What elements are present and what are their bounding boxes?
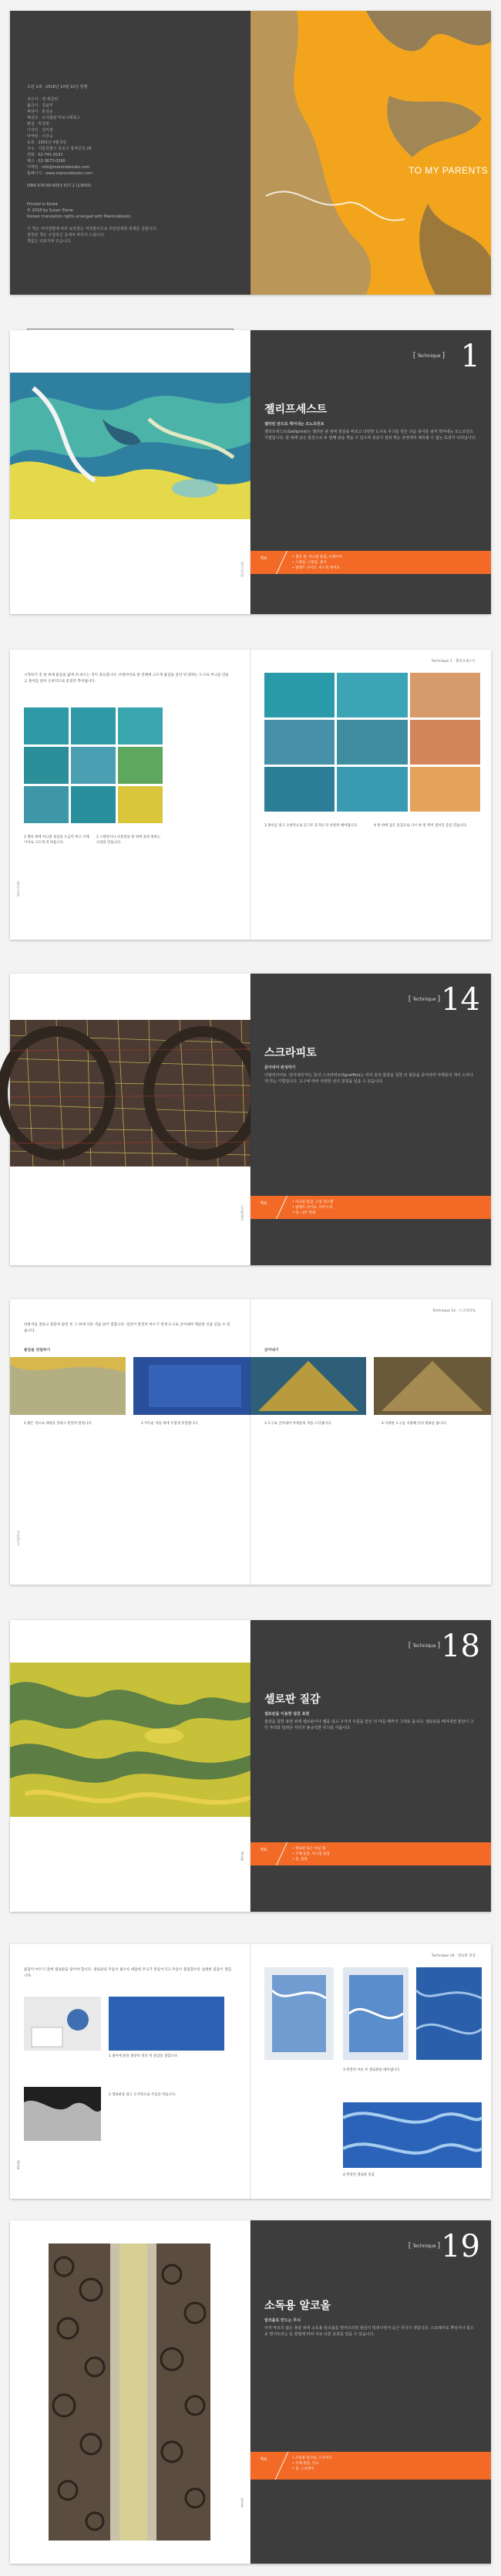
step-photo (24, 786, 69, 823)
technique-number: 14 (441, 982, 480, 1018)
chapter-title: 젤리프세스트 (264, 403, 328, 416)
imprint-line: Korean translation rights arranged with Maroniebooks (27, 214, 131, 219)
step-photo (337, 720, 407, 765)
running-header: Technique 1 · 젤리프세스트 (431, 660, 476, 663)
step-caption: 4 판 위에 남은 물감으로 다시 한 번 찍어 겹쳐진 층을 만듭니다. (374, 824, 468, 828)
chapter-text-page (250, 2220, 491, 2564)
process-spread-1 (10, 650, 491, 940)
chapter-title: 소독용 알코올 (264, 2300, 331, 2312)
step-photo (264, 673, 335, 717)
imprint-line: 옮긴이 · 김윤미 (27, 103, 53, 108)
imprint-line: 이메일 · info@maroniebooks.com (27, 165, 90, 170)
chapter-spread-1 (10, 330, 491, 614)
imprint-line: 주소 · 서울특별시 종로구 창덕궁길 29 (27, 147, 92, 151)
imprint-line: © 2018 by Susan Stone (27, 208, 73, 213)
step-caption: 4 다양한 도구를 사용해 선의 변화를 줍니다. (382, 1422, 447, 1426)
process-spread-18 (10, 1944, 491, 2199)
chapter-text-page (250, 974, 491, 1265)
materials-bar: 재료 • 소독용 알코올, 스포이트 • 수채 물감, 잉크 • 붓, 스프레이 (250, 2452, 491, 2480)
step-photo (71, 747, 116, 784)
process-page-right (250, 1299, 491, 1585)
step-photo (118, 747, 163, 784)
process-page-left (10, 1299, 250, 1585)
step-caption: 3 종이를 덮고 손바닥으로 골고루 문지른 뒤 천천히 떼어냅니다. (264, 824, 358, 828)
step-caption: 1 밝은 색으로 바탕을 칠하고 완전히 말립니다. (24, 1422, 92, 1426)
imprint-line: 잘못된 책은 구입하신 곳에서 바꾸어 드립니다. (27, 233, 106, 238)
imprint-spacer (27, 177, 212, 183)
imprint-line: Printed in Korea (27, 202, 58, 207)
cellophane-artwork (10, 1663, 250, 1817)
technique-tag: [ Technique ] (412, 352, 445, 360)
step-photo (133, 1357, 250, 1415)
step-photo (410, 673, 480, 717)
imprint-spacer (27, 220, 212, 226)
gelli-print-artwork (10, 373, 250, 519)
imprint-spacer (27, 90, 212, 96)
side-tab: 스크라피토 (16, 1531, 20, 1546)
step-caption: 2 셀로판을 덮고 손가락으로 주름을 만듭니다. (109, 2093, 177, 2097)
sgraffito-artwork (10, 1020, 250, 1166)
imprint-line: 이 책은 저작권법에 따라 보호받는 저작물이므로 무단전재와 복제를 금합니다. (27, 227, 157, 231)
technique-number: 1 (460, 339, 480, 374)
chapter-title: 셀로판 질감 (264, 1693, 321, 1706)
imprint-line: 마케팅 · 이진숙 (27, 134, 53, 139)
step-caption: 3 도구로 긁어내어 아래층의 색을 드러냅니다. (264, 1422, 332, 1426)
chapter-body: 아직 마르지 않은 물감 위에 소독용 알코올을 떨어뜨리면 물감이 밀려나면서 둥근 무늬가 생깁니다. 스프레이로 뿌리거나 붓으로 떨어뜨리는 등 방법에 따라 서로 다른 효과를 얻을 수 있습니다. (264, 2326, 474, 2337)
step-photo (264, 720, 335, 765)
step-photo (264, 767, 335, 812)
step-photo-grid (24, 707, 163, 823)
imprint-line: 펴낸이 · 홍성순 (27, 110, 53, 114)
materials-bar: 재료 • 젤리 판, 아크릴 물감, 브레이어 • 스텐실, 나뭇잎, 종이 • 팔레트 나이프, 마스킹 테이프 (250, 551, 491, 574)
technique-number: 19 (441, 2229, 480, 2264)
imprint-line: 지은이 · 앤 세클러 (27, 97, 59, 102)
step-caption: 4 완성된 셀로판 질감 (343, 2173, 375, 2177)
step-caption: 2 스텐실이나 나뭇잎을 판 위에 올려 원하는 모양을 만듭니다. (96, 836, 161, 845)
step-photo (24, 1997, 101, 2051)
process-intro: 바탕색을 칠하고 충분히 말린 후 그 위에 다른 색을 덮어 칠합니다. 윗층이 완전히 마르기 전에 도구로 긁어내야 깨끗한 선을 얻을 수 있습니다. (24, 1323, 230, 1333)
imprint-line: 편집 · 박경희 (27, 122, 49, 127)
chapter-subtitle: 긁어내어 완성하기 (264, 1065, 296, 1070)
process-intro: 시작하기 전 판 위에 물감을 얇게 펴 바르는 것이 중요합니다. 브레이어로 판 전체에 고르게 물감을 굴린 뒤 원하는 도구로 무늬를 만들고 종이를 덮어 손바닥으로 문질러 찍어냅니다. (24, 674, 229, 684)
imprint-line: 등록 · 2001년 4월 5일 (27, 140, 67, 145)
step-photo (24, 747, 69, 784)
imprint-page (10, 11, 250, 295)
imprint-spacer (27, 195, 212, 201)
running-header: Technique 14 · 스크라피토 (432, 1309, 476, 1313)
step-photo (337, 673, 407, 717)
chapter-art-page (10, 974, 250, 1265)
step-photo (24, 707, 69, 744)
chapter-text-page (250, 1620, 491, 1912)
imprint-line: 펴낸곳 · 도서출판 마로니에북스 (27, 116, 81, 120)
step-photo (250, 1357, 366, 1415)
chapter-subtitle: 알코올로 만드는 무늬 (264, 2318, 301, 2323)
imprint-line: 디자인 · 김미정 (27, 128, 53, 133)
dedication-text: TO MY PARENTS (409, 165, 489, 176)
chapter-body: 이탈리아어로 '긁어내다'라는 뜻의 스크라피토(Sgraffito)는 여러 층의 물감을 칠한 뒤 윗층을 긁어내어 아래층의 색이 드러나게 하는 기법입니다. 도구에 따라 다양한 선의 질감을 얻을 수 있습니다. (264, 1073, 473, 1084)
step-caption: 2 어두운 색을 위에 두껍게 덧칠합니다. (141, 1422, 199, 1426)
imprint-line: ISBN 978-89-6053-537-2 (13650) (27, 184, 92, 188)
step-photo (118, 707, 163, 744)
technique-tag: [ Technique ] (408, 995, 440, 1003)
chapter-body: 젤리프세스트(Gelliprint)는 젤라틴 판 위에 물감을 바르고 다양한 도구로 무늬를 만든 다음 종이를 덮어 찍어내는 모노프린트 기법입니다. 판 위에 남은 물감으로 두 번째 판을 찍을 수 있으며 층층이 겹쳐 찍는 과정에서 예측할 수 없는 효과가 나타납니다. (264, 430, 476, 441)
imprint-spacer (27, 189, 212, 195)
step-photo (374, 1357, 491, 1415)
chapter-art-page (10, 2220, 250, 2564)
process-spread-14 (10, 1299, 491, 1585)
step-caption: 3 완전히 마른 후 셀로판을 떼어냅니다. (343, 2068, 401, 2072)
chapter-body: 물감을 칠한 표면 위에 셀로판이나 랩을 덮고 구겨서 주름을 만든 뒤 마를 때까지 그대로 둡니다. 셀로판을 떼어내면 물감이 고인 자리와 밀려난 자리가 불규칙한 무늬를 이룹니다. (264, 1720, 474, 1730)
chapter-title: 스크라피토 (264, 1047, 317, 1059)
technique-number: 18 (441, 1629, 480, 1664)
running-header: Technique 18 · 셀로판 질감 (431, 1954, 476, 1958)
section-heading: 물감을 덧칠하기 (24, 1349, 51, 1352)
process-page-left (10, 1944, 250, 2199)
process-page-left (10, 650, 250, 940)
side-tab: 셀로판 (16, 2160, 20, 2169)
step-photo (410, 767, 480, 812)
side-tab: 실크스크린 (240, 562, 244, 577)
step-caption: 1 젤리 판에 아크릴 물감을 조금씩 짜고 브레이어로 고르게 펴 바릅니다. (24, 836, 89, 845)
materials-bar: 재료 • 아크릴 물감, 오일 파스텔 • 팔레트 나이프, 이쑤시개 • 빗, 나무 막대 (250, 1196, 491, 1219)
step-photo (71, 707, 116, 744)
materials-bar: 재료 • 셀로판 또는 비닐 랩 • 수채 물감, 아크릴 물감 • 붓, 물통 (250, 1842, 491, 1865)
chapter-art-page (10, 1620, 250, 1912)
section-heading: 긁어내기 (264, 1349, 279, 1352)
chapter-text-page (250, 330, 491, 614)
step-photo (337, 767, 407, 812)
abstract-art (250, 11, 491, 295)
process-page-right (250, 650, 491, 940)
process-page-right (250, 1944, 491, 2199)
step-caption: 1 종이에 물을 충분히 적신 뒤 물감을 칠합니다. (109, 2054, 179, 2058)
imprint-spread (10, 11, 491, 295)
step-photo (416, 1967, 482, 2060)
process-intro: 물감이 마르기 전에 셀로판을 덮어야 합니다. 셀로판의 주름이 클수록 대담한 무늬가 만들어지고 주름이 촘촘할수록 섬세한 질감이 생깁니다. (24, 1968, 231, 1978)
imprint-line: 팩스 · 02-3673-0260 (27, 159, 66, 164)
side-tab: 셀로판 (240, 1852, 244, 1861)
imprint-line: 홈페이지 · www.maroniebooks.com (27, 171, 93, 176)
side-tab: 실크스크린 (16, 881, 20, 896)
chapter-art-page (10, 330, 250, 614)
step-photo (71, 786, 116, 823)
side-tab: 스크라피토 (240, 1205, 244, 1220)
chapter-spread-19 (10, 2220, 491, 2564)
step-photo (10, 1357, 126, 1415)
imprint-text (27, 84, 212, 245)
dedication-page (250, 11, 491, 295)
technique-tag: [ Technique ] (408, 1642, 440, 1649)
imprint-line: 책값은 뒤표지에 있습니다. (27, 239, 72, 244)
technique-tag: [ Technique ] (408, 2242, 440, 2250)
step-photo (118, 786, 163, 823)
step-photo (410, 720, 480, 765)
step-photo (343, 1967, 409, 2060)
chapter-spread-14 (10, 974, 491, 1265)
chapter-subtitle: 셀로판을 이용한 질감 표현 (264, 1712, 310, 1717)
step-photo (264, 1967, 334, 2060)
step-photo (343, 2102, 482, 2168)
step-photo (109, 1997, 224, 2051)
imprint-line: 전화 · 02-741-9191 (27, 153, 63, 157)
side-tab: 알코올 (240, 2498, 244, 2507)
step-photo (24, 2087, 101, 2141)
chapter-subtitle: 젤라틴 판으로 찍어내는 모노프린트 (264, 422, 324, 427)
alcohol-artwork (49, 2243, 210, 2541)
chapter-spread-18 (10, 1620, 491, 1912)
imprint-line: 초판 1쇄 · 2018년 10월 10일 발행 (27, 85, 88, 89)
step-photo-grid-2 (264, 673, 480, 812)
